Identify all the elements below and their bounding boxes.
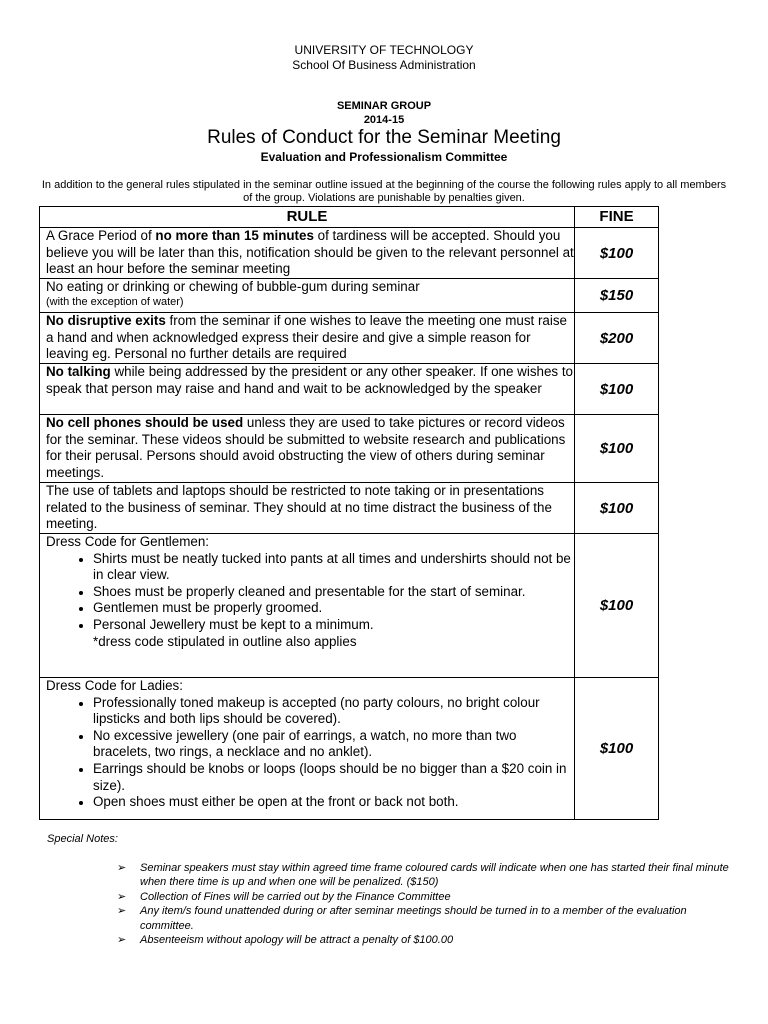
list-item: • Personal Jewellery must be kept to a minimum. bbox=[93, 617, 574, 634]
fine-amount: $100 bbox=[575, 228, 659, 279]
rule-heading: Dress Code for Ladies: bbox=[46, 678, 183, 693]
fine-amount: $100 bbox=[575, 415, 659, 483]
table-row bbox=[40, 678, 659, 820]
list-item: • No excessive jewellery (one pair of earrings, a watch, no more than two bracelets, two rings, a necklace and no anklet). bbox=[93, 728, 574, 761]
table-row bbox=[40, 483, 659, 534]
rule-text: unless they are used to take pictures or record videos for the seminar. These videos should be submitted to website research and publications for their perusal. Persons should avoid obstructing the view of others during seminar meetings. bbox=[46, 415, 566, 480]
list-item: • Shirts must be neatly tucked into pants at all times and undershirts should not be in clear view. bbox=[93, 551, 574, 584]
list-item bbox=[117, 904, 737, 933]
rule-cell bbox=[40, 415, 575, 483]
special-notes-label: Special Notes: bbox=[47, 833, 118, 845]
list-item: • Open shoes must either be open at the front or back not both. bbox=[93, 794, 574, 811]
rule-text: The use of tablets and laptops should be restricted to note taking or in presentations related to the business of seminar. They should at no time distract the business of the meeting. bbox=[46, 483, 552, 532]
arrow-bullet-icon: ➢ bbox=[117, 890, 127, 903]
rule-emphasis: No disruptive exits bbox=[46, 313, 166, 328]
rule-cell bbox=[40, 678, 575, 820]
list-item bbox=[117, 933, 737, 947]
fine-amount: $100 bbox=[575, 483, 659, 534]
rule-text: from the seminar if one wishes to leave the meeting one must raise a hand and when acknowledged express their desire and give a simple reason for leaving eg. Personal no further details are required bbox=[46, 313, 567, 362]
table-row bbox=[40, 279, 659, 313]
fine-amount: $100 bbox=[575, 364, 659, 415]
table-row bbox=[40, 364, 659, 415]
letterhead bbox=[0, 43, 768, 73]
rule-emphasis: no more than 15 minutes bbox=[155, 228, 314, 243]
fine-amount: $100 bbox=[575, 678, 659, 820]
document-subtitle: Evaluation and Professionalism Committee bbox=[260, 150, 508, 164]
group-name: SEMINAR GROUP bbox=[336, 100, 432, 112]
note-text: Collection of Fines will be carried out by the Finance Committee bbox=[140, 890, 451, 903]
rule-text: No eating or drinking or chewing of bubble-gum during seminar bbox=[46, 279, 420, 294]
note-text: Any item/s found unattended during or after seminar meetings should be turned in to a member of the evaluation committee. bbox=[140, 905, 687, 932]
table-row bbox=[40, 415, 659, 483]
fine-amount: $150 bbox=[575, 279, 659, 313]
list-item bbox=[117, 861, 737, 890]
intro-paragraph: In addition to the general rules stipulated in the seminar outline issued at the beginning of the course the following rules apply to all members of the group. Violations are punishable by penalties given. bbox=[41, 179, 727, 204]
fine-column-header: FINE bbox=[575, 207, 659, 228]
list-item bbox=[117, 890, 737, 904]
table-row bbox=[40, 313, 659, 364]
table-header-row bbox=[40, 207, 659, 228]
rule-cell bbox=[40, 534, 575, 678]
rule-column-header: RULE bbox=[40, 207, 575, 228]
rule-text: while being addressed by the president or any other speaker. If one wishes to speak that person may raise and hand and wait to be acknowledged by the speaker bbox=[46, 364, 573, 396]
gentlemen-dress-list bbox=[46, 551, 574, 634]
rule-cell bbox=[40, 483, 575, 534]
rule-emphasis: No cell phones should be used bbox=[46, 415, 244, 430]
group-heading bbox=[0, 99, 768, 127]
arrow-bullet-icon: ➢ bbox=[117, 905, 127, 918]
list-item: • Professionally toned makeup is accepted (no party colours, no bright colour lipsticks and both lips should be covered). bbox=[93, 695, 574, 728]
fine-amount: $200 bbox=[575, 313, 659, 364]
arrow-bullet-icon: ➢ bbox=[117, 862, 127, 874]
note-text: Seminar speakers must stay within agreed time frame coloured cards will indicate when one has started their final minute when there time is up and when one will be penalized. ($150) bbox=[140, 862, 729, 889]
rule-heading: Dress Code for Gentlemen: bbox=[46, 534, 209, 549]
rule-cell bbox=[40, 313, 575, 364]
rule-note: *dress code stipulated in outline also applies bbox=[93, 633, 357, 649]
fine-amount: $100 bbox=[575, 534, 659, 678]
special-notes-list bbox=[117, 861, 737, 947]
school-name: School Of Business Administration bbox=[292, 58, 476, 72]
rules-table bbox=[39, 206, 659, 820]
list-item: • Gentlemen must be properly groomed. bbox=[93, 600, 574, 617]
ladies-dress-list bbox=[46, 695, 574, 811]
table-row bbox=[40, 534, 659, 678]
institution-name: UNIVERSITY OF TECHNOLOGY bbox=[294, 43, 474, 57]
rule-text: of tardiness will be accepted. Should you believe you will be later than this, notification should be given to the relevant personnel at least an hour before the seminar meeting bbox=[46, 228, 574, 277]
academic-year: 2014-15 bbox=[363, 114, 405, 126]
rule-emphasis: No talking bbox=[46, 364, 111, 379]
rule-cell bbox=[40, 364, 575, 415]
note-text: Absenteeism without apology will be attract a penalty of $100.00 bbox=[140, 934, 454, 947]
rule-cell bbox=[40, 279, 575, 313]
document-title: Rules of Conduct for the Seminar Meeting bbox=[207, 127, 561, 148]
rule-cell bbox=[40, 228, 575, 279]
rule-text: A Grace Period of bbox=[46, 228, 156, 243]
list-item: • Shoes must be properly cleaned and presentable for the start of seminar. bbox=[93, 584, 574, 601]
list-item: • Earrings should be knobs or loops (loops should be no bigger than a $20 coin in size). bbox=[93, 761, 574, 794]
arrow-bullet-icon: ➢ bbox=[117, 934, 127, 947]
table-row bbox=[40, 228, 659, 279]
rule-note: (with the exception of water) bbox=[46, 295, 184, 308]
